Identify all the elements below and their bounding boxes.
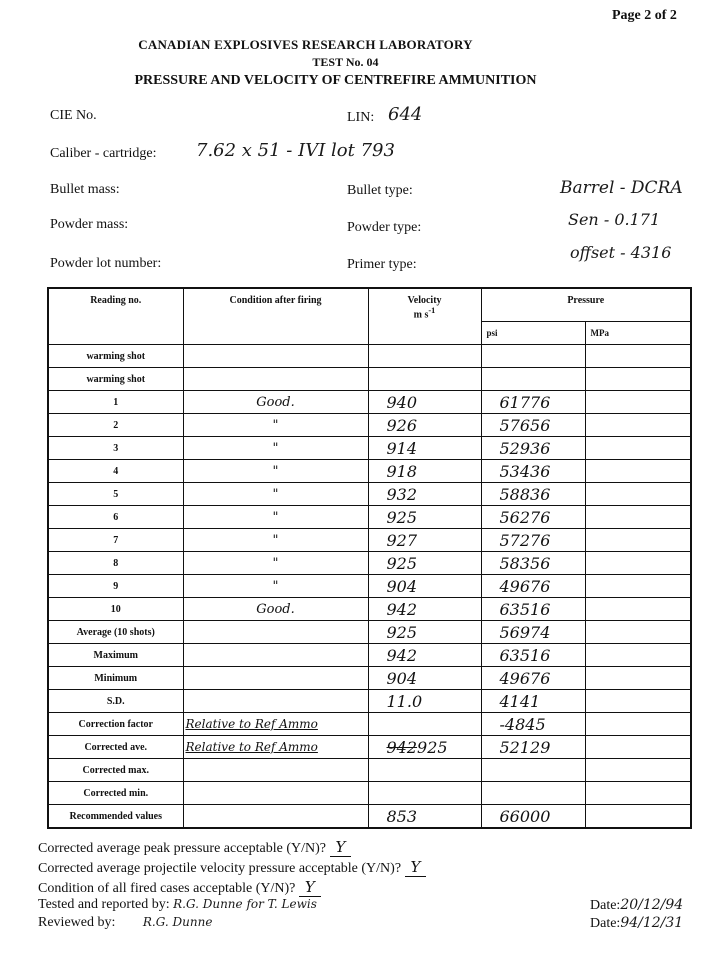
header-velocity-exp: -1: [428, 306, 436, 315]
row-condition: [183, 782, 368, 805]
date-tested-label: Date:: [590, 898, 621, 913]
row-velocity: 918: [368, 460, 481, 483]
row-velocity: 926: [368, 414, 481, 437]
row-velocity: 942: [368, 644, 481, 667]
answer-cases: Y: [299, 878, 321, 897]
row-psi: 52936: [481, 437, 585, 460]
powder-type-label: Powder type:: [347, 220, 422, 235]
row-mpa: [585, 805, 691, 829]
row-condition: [183, 805, 368, 829]
row-label: 8: [48, 552, 183, 575]
row-psi: 57276: [481, 529, 585, 552]
reviewed-by: [38, 915, 212, 931]
table-row: [48, 690, 691, 713]
row-condition: ": [183, 437, 368, 460]
header-condition: Condition after firing: [183, 288, 368, 345]
row-label: Correction factor: [48, 713, 183, 736]
header-psi: psi: [481, 322, 585, 345]
question-velocity: [38, 858, 426, 877]
lab-name: CANADIAN EXPLOSIVES RESEARCH LABORATORY: [138, 37, 473, 52]
row-velocity: 904: [368, 575, 481, 598]
row-label: 10: [48, 598, 183, 621]
tested-by: [38, 897, 317, 913]
row-condition: ": [183, 460, 368, 483]
row-psi: 58836: [481, 483, 585, 506]
row-velocity: 925: [368, 621, 481, 644]
row-condition: ": [183, 483, 368, 506]
header-velocity-unit: m s: [413, 309, 429, 321]
row-mpa: [585, 621, 691, 644]
date-reviewed-label: Date:: [590, 916, 621, 931]
header-velocity-label: Velocity: [407, 295, 442, 306]
row-psi: [481, 345, 585, 368]
row-condition: Good.: [183, 391, 368, 414]
row-label: Corrected max.: [48, 759, 183, 782]
row-psi: 66000: [481, 805, 585, 829]
row-psi: 49676: [481, 575, 585, 598]
header-mpa: MPa: [585, 322, 691, 345]
table-row: [48, 575, 691, 598]
question-cases: [38, 878, 321, 897]
row-psi: 4141: [481, 690, 585, 713]
reviewed-by-label: Reviewed by:: [38, 915, 116, 930]
header-velocity: [368, 288, 481, 345]
row-mpa: [585, 736, 691, 759]
row-mpa: [585, 667, 691, 690]
question-pressure: [38, 838, 351, 857]
row-label: Recommended values: [48, 805, 183, 829]
powder-lot-label: Powder lot number:: [50, 256, 162, 271]
row-psi: [481, 368, 585, 391]
table-row: [48, 460, 691, 483]
date-tested-value: 20/12/94: [620, 897, 684, 913]
primer-type-label: Primer type:: [347, 257, 417, 272]
row-psi: 61776: [481, 391, 585, 414]
table-row: [48, 598, 691, 621]
test-number: TEST No. 04: [312, 55, 379, 69]
row-velocity: 925: [368, 506, 481, 529]
row-label: 4: [48, 460, 183, 483]
powder-mass-label: Powder mass:: [50, 217, 129, 232]
row-condition: Relative to Ref Ammo: [183, 713, 368, 736]
header-reading: Reading no.: [48, 288, 183, 345]
row-velocity: [368, 782, 481, 805]
date-tested: [590, 897, 683, 914]
table-row: [48, 644, 691, 667]
row-condition: ": [183, 529, 368, 552]
row-condition: [183, 690, 368, 713]
row-psi: 49676: [481, 667, 585, 690]
table-row: [48, 529, 691, 552]
row-psi: [481, 759, 585, 782]
tested-by-signature: R.G. Dunne for T. Lewis: [173, 897, 317, 911]
table-row: [48, 437, 691, 460]
table-row: [48, 391, 691, 414]
bullet-type-label: Bullet type:: [347, 183, 413, 198]
row-velocity: 914: [368, 437, 481, 460]
row-psi: 52129: [481, 736, 585, 759]
row-label: 9: [48, 575, 183, 598]
pressure-velocity-table: [47, 287, 692, 829]
row-label: S.D.: [48, 690, 183, 713]
row-psi: 53436: [481, 460, 585, 483]
table-row: [48, 368, 691, 391]
table-row: [48, 805, 691, 829]
row-label: 1: [48, 391, 183, 414]
date-reviewed-value: 94/12/31: [620, 915, 684, 931]
row-mpa: [585, 437, 691, 460]
row-mpa: [585, 460, 691, 483]
row-mpa: [585, 368, 691, 391]
row-velocity: 925: [368, 552, 481, 575]
row-label: 7: [48, 529, 183, 552]
row-velocity: 940: [368, 391, 481, 414]
answer-velocity: Y: [405, 858, 427, 877]
row-condition: [183, 345, 368, 368]
row-mpa: [585, 782, 691, 805]
table-row: [48, 736, 691, 759]
row-label: warming shot: [48, 345, 183, 368]
row-label: Maximum: [48, 644, 183, 667]
question-cases-text: Condition of all fired cases acceptable (Y/N)?: [38, 881, 296, 896]
lin-value: 644: [388, 104, 423, 125]
row-label: Corrected ave.: [48, 736, 183, 759]
row-condition: [183, 667, 368, 690]
row-condition: ": [183, 506, 368, 529]
note-offset: offset - 4316: [570, 243, 672, 262]
row-psi: 63516: [481, 598, 585, 621]
row-mpa: [585, 345, 691, 368]
document-title: PRESSURE AND VELOCITY OF CENTREFIRE AMMUNITION: [134, 73, 537, 88]
tested-by-label: Tested and reported by:: [38, 897, 170, 912]
row-label: 5: [48, 483, 183, 506]
row-label: Minimum: [48, 667, 183, 690]
row-velocity: [368, 713, 481, 736]
table-row: [48, 621, 691, 644]
row-mpa: [585, 644, 691, 667]
row-psi: 56974: [481, 621, 585, 644]
row-condition: Relative to Ref Ammo: [183, 736, 368, 759]
table-row: [48, 552, 691, 575]
table-row: [48, 506, 691, 529]
row-psi: [481, 782, 585, 805]
row-velocity: [368, 736, 481, 759]
row-velocity: 932: [368, 483, 481, 506]
row-psi: 58356: [481, 552, 585, 575]
row-velocity: 853: [368, 805, 481, 829]
row-mpa: [585, 690, 691, 713]
row-label: Average (10 shots): [48, 621, 183, 644]
lin-label: LIN:: [347, 110, 375, 125]
reviewed-by-signature: R.G. Dunne: [142, 915, 213, 929]
row-mpa: [585, 414, 691, 437]
struck-velocity: 942: [386, 737, 418, 757]
row-label: 2: [48, 414, 183, 437]
row-mpa: [585, 575, 691, 598]
row-condition: ": [183, 414, 368, 437]
row-condition: Good.: [183, 598, 368, 621]
row-mpa: [585, 598, 691, 621]
cie-label: CIE No.: [50, 108, 97, 123]
note-barrel: Barrel - DCRA: [560, 178, 683, 198]
row-mpa: [585, 529, 691, 552]
row-psi: 56276: [481, 506, 585, 529]
row-mpa: [585, 506, 691, 529]
row-velocity: 942: [368, 598, 481, 621]
row-condition: ": [183, 575, 368, 598]
row-label: 3: [48, 437, 183, 460]
row-mpa: [585, 713, 691, 736]
date-reviewed: [590, 915, 683, 932]
corrected-velocity: 925: [417, 737, 448, 757]
question-pressure-text: Corrected average peak pressure acceptable (Y/N)?: [38, 841, 326, 856]
table-row: [48, 782, 691, 805]
table-body: [48, 345, 691, 829]
row-mpa: [585, 759, 691, 782]
table-row: [48, 414, 691, 437]
row-condition: [183, 368, 368, 391]
table-row: [48, 667, 691, 690]
row-velocity: 11.0: [368, 690, 481, 713]
row-mpa: [585, 483, 691, 506]
row-mpa: [585, 391, 691, 414]
row-condition: [183, 621, 368, 644]
row-velocity: 904: [368, 667, 481, 690]
table-row: [48, 345, 691, 368]
table-row: [48, 759, 691, 782]
row-label: Corrected min.: [48, 782, 183, 805]
caliber-label: Caliber - cartridge:: [50, 146, 157, 161]
caliber-value: 7.62 x 51 - IVI lot 793: [196, 140, 395, 161]
row-condition: ": [183, 552, 368, 575]
row-velocity: [368, 345, 481, 368]
row-condition: [183, 759, 368, 782]
question-velocity-text: Corrected average projectile velocity pressure acceptable (Y/N)?: [38, 861, 402, 876]
bullet-mass-label: Bullet mass:: [50, 182, 120, 197]
table-row: [48, 713, 691, 736]
row-velocity: 927: [368, 529, 481, 552]
header-pressure: Pressure: [481, 288, 691, 322]
table-row: [48, 483, 691, 506]
row-label: warming shot: [48, 368, 183, 391]
row-condition: [183, 644, 368, 667]
row-psi: -4845: [481, 713, 585, 736]
answer-pressure: Y: [330, 838, 352, 857]
row-label: 6: [48, 506, 183, 529]
row-psi: 63516: [481, 644, 585, 667]
page-number: Page 2 of 2: [612, 8, 677, 23]
row-velocity: [368, 368, 481, 391]
note-sen: Sen - 0.171: [568, 210, 661, 229]
row-velocity: [368, 759, 481, 782]
row-psi: 57656: [481, 414, 585, 437]
row-mpa: [585, 552, 691, 575]
